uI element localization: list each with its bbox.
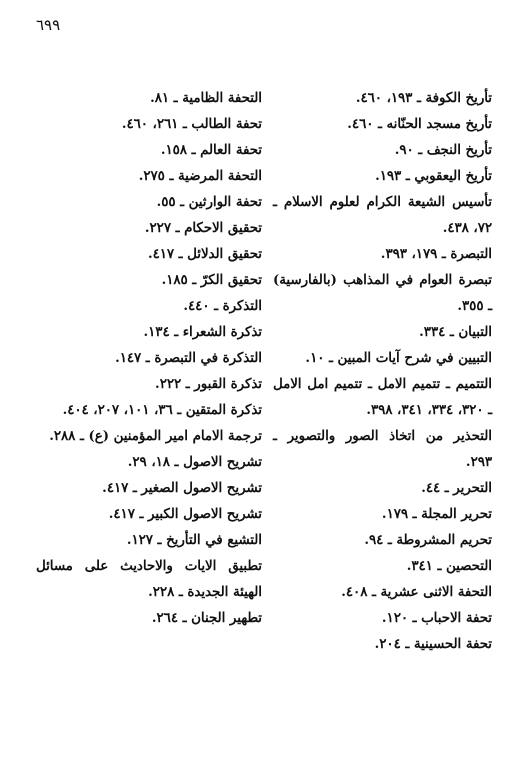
index-entry: تشريح الاصول ـ ١٨، ٢٩. bbox=[127, 455, 262, 470]
index-entry: التبيان ـ ٣٣٤. bbox=[419, 325, 492, 340]
index-entry: تطهير الجنان ـ ٢٦٤. bbox=[151, 611, 262, 626]
index-entry: تأريخ النجف ـ ٩٠. bbox=[394, 143, 492, 158]
left-column bbox=[36, 86, 262, 658]
index-entry: التحرير ـ ٤٤. bbox=[421, 481, 492, 496]
index-entry: تذكرة الشعراء ـ ١٣٤. bbox=[143, 325, 262, 340]
index-entry: تحقيق الكرّ ـ ١٨٥. bbox=[161, 273, 262, 288]
index-columns bbox=[36, 86, 492, 658]
right-column bbox=[273, 86, 492, 658]
index-entry: تذكرة القبور ـ ٢٢٢. bbox=[155, 377, 262, 392]
index-entry: تحفة الوارثين ـ ٥٥. bbox=[156, 195, 262, 210]
index-entry: تحفة العالم ـ ١٥٨. bbox=[160, 143, 262, 158]
index-entry: التحصين ـ ٣٤١. bbox=[406, 559, 492, 574]
index-entry: تشريح الاصول الصغير ـ ٤١٧. bbox=[102, 481, 262, 496]
index-entry: التذكرة ـ ٤٤٠. bbox=[183, 299, 262, 314]
index-entry: تبصرة العوام في المذاهب (بالفارسية) ـ ٣٥٥. bbox=[273, 273, 492, 314]
index-entry: تحفة الاحباب ـ ١٢٠. bbox=[381, 611, 492, 626]
index-entry: تأسيس الشيعة الكرام لعلوم الاسلام ـ ٧٢، ٤٣٨. bbox=[273, 195, 492, 236]
index-entry: تذكرة المتقين ـ ٣٦، ١٠١، ٢٠٧، ٤٠٤. bbox=[62, 403, 262, 418]
index-entry: تحقيق الدلائل ـ ٤١٧. bbox=[147, 247, 262, 262]
index-entry: التحفة الاثنى عشرية ـ ٤٠٨. bbox=[341, 585, 492, 600]
index-entry: التبصرة ـ ١٧٩، ٣٩٣. bbox=[380, 247, 492, 262]
index-entry: تأريخ مسجد الحنّانه ـ ٤٦٠. bbox=[347, 117, 492, 132]
index-entry: التشيع في التأريخ ـ ١٢٧. bbox=[126, 533, 262, 548]
index-entry: تحقيق الاحكام ـ ٢٢٧. bbox=[144, 221, 262, 236]
index-entry: التحفة الظامية ـ ٨١. bbox=[150, 91, 262, 106]
index-entry: التبيين في شرح آيات المبين ـ ١٠. bbox=[305, 351, 492, 366]
index-entry: ترجمة الامام امير المؤمنين (ع) ـ ٢٨٨. bbox=[49, 429, 262, 444]
index-entry: التذكرة في التبصرة ـ ١٤٧. bbox=[115, 351, 262, 366]
index-entry: التحذير من اتخاذ الصور والتصوير ـ ٢٩٣. bbox=[273, 429, 492, 470]
index-entry: التحفة المرضية ـ ٢٧٥. bbox=[138, 169, 262, 184]
index-entry: تشريح الاصول الكبير ـ ٤١٧. bbox=[108, 507, 262, 522]
index-entry: تحفة الحسينية ـ ٢٠٤. bbox=[374, 637, 492, 652]
page-number: ٦٩٩ bbox=[36, 16, 61, 34]
index-entry: تأريخ الكوفة ـ ١٩٣، ٤٦٠. bbox=[355, 91, 492, 106]
index-entry: تحرير المجلة ـ ١٧٩. bbox=[381, 507, 492, 522]
index-entry: تحريم المشروطة ـ ٩٤. bbox=[364, 533, 492, 548]
index-entry: تحفة الطالب ـ ٢٦١، ٤٦٠. bbox=[121, 117, 262, 132]
index-entry: تطبيق الايات والاحاديث على مسائل الهيئة الجديدة ـ ٢٢٨. bbox=[36, 559, 262, 600]
index-entry: التتميم ـ تتميم الامل ـ تتميم امل الامل ـ ٣٢٠، ٣٣٤، ٣٤١، ٣٩٨. bbox=[273, 377, 492, 418]
index-entry: تأريخ اليعقوبي ـ ١٩٣. bbox=[375, 169, 492, 184]
